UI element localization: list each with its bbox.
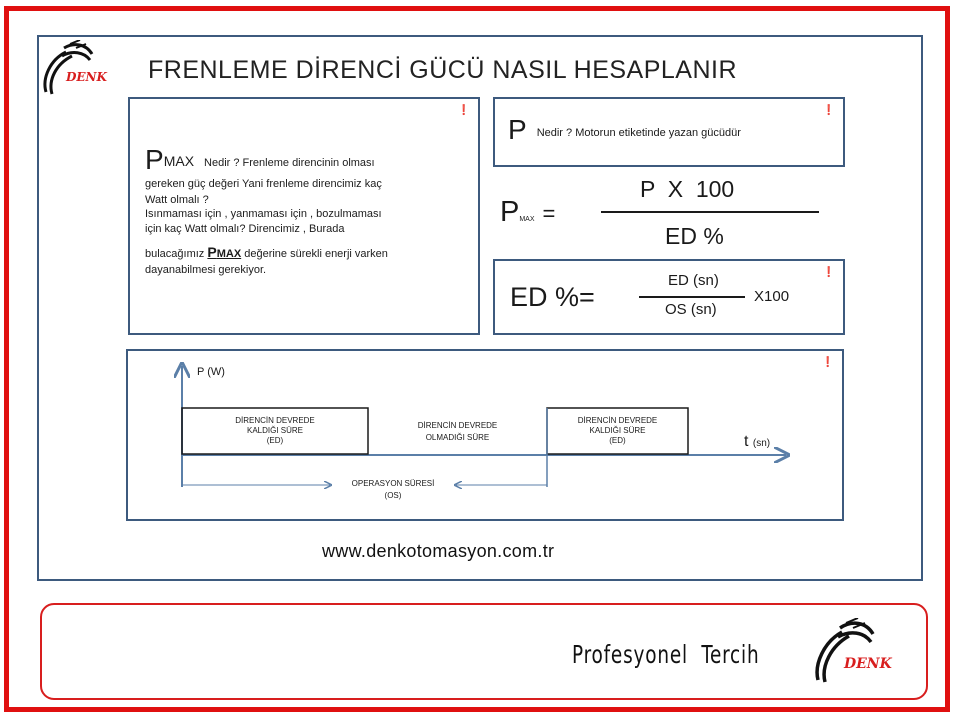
- y-axis-label: P (W): [197, 366, 225, 378]
- corner-decoration-icon: ❗: [457, 105, 470, 116]
- website-link[interactable]: www.denkotomasyon.com.tr: [322, 541, 555, 561]
- logo-text: DENK: [66, 70, 107, 84]
- pmax-symbol-sub: MAX: [163, 153, 195, 169]
- pmax-inline-symbol: PMAX: [207, 244, 242, 260]
- ed-formula-lhs: ED %=: [510, 282, 595, 312]
- segment-2-label: DİRENCİN DEVREDE OLMADIĞI SÜRE: [417, 421, 498, 442]
- pmax-formula-lhs: PMAX =: [500, 196, 556, 228]
- pmax-line-2: gereken güç değeri Yani frenleme direncimiz kaç: [145, 178, 382, 190]
- footer-box: [40, 603, 928, 700]
- pmax-line-6-post: değerine sürekli enerji varken: [244, 248, 388, 260]
- corner-decoration-icon: ❗: [822, 267, 835, 278]
- denk-logo-footer: [812, 618, 904, 688]
- pmax-line-7: dayanabilmesi gerekiyor.: [145, 264, 267, 276]
- pmax-line-5: için kaç Watt olmalı? Direncimiz , Burada: [145, 223, 345, 235]
- segment-1-label: DİRENCİN DEVREDE KALDIĞI SÜRE (ED): [235, 416, 315, 445]
- page-title: FRENLEME DİRENCİ GÜCÜ NASIL HESAPLANIR: [148, 56, 738, 84]
- slogan-text: Profesyonel Tercih: [572, 640, 760, 669]
- p-symbol: P: [508, 114, 527, 145]
- pmax-symbol: P: [145, 144, 164, 175]
- pmax-line-6-pre: bulacağımız: [145, 248, 205, 260]
- ed-formula-numerator: ED (sn): [668, 272, 719, 289]
- operation-label: OPERASYON SÜRESİ (OS): [351, 479, 435, 500]
- x-axis-label: t (sn): [744, 433, 771, 450]
- pmax-line-4: Isınmaması için , yanmaması için , bozulmaması: [145, 208, 382, 220]
- pmax-line-1: Nedir ? Frenleme direncinin olması: [204, 157, 375, 169]
- logo-swoosh-icon: [812, 618, 904, 688]
- logo-text: DENK: [844, 656, 892, 672]
- pmax-formula-numerator: P X 100: [640, 176, 735, 202]
- ed-formula-multiplier: X100: [754, 288, 790, 305]
- pmax-formula-denominator: ED %: [665, 223, 724, 249]
- ed-formula-denominator: OS (sn): [665, 301, 717, 318]
- corner-decoration-icon: ❗: [821, 357, 834, 368]
- p-definition-label: Nedir ? Motorun etiketinde yazan gücüdür: [536, 127, 741, 139]
- segment-3-label: DİRENCİN DEVREDE KALDIĞI SÜRE (ED): [577, 416, 658, 445]
- corner-decoration-icon: ❗: [822, 105, 835, 116]
- pmax-line-3: Watt olmalı ?: [145, 194, 209, 206]
